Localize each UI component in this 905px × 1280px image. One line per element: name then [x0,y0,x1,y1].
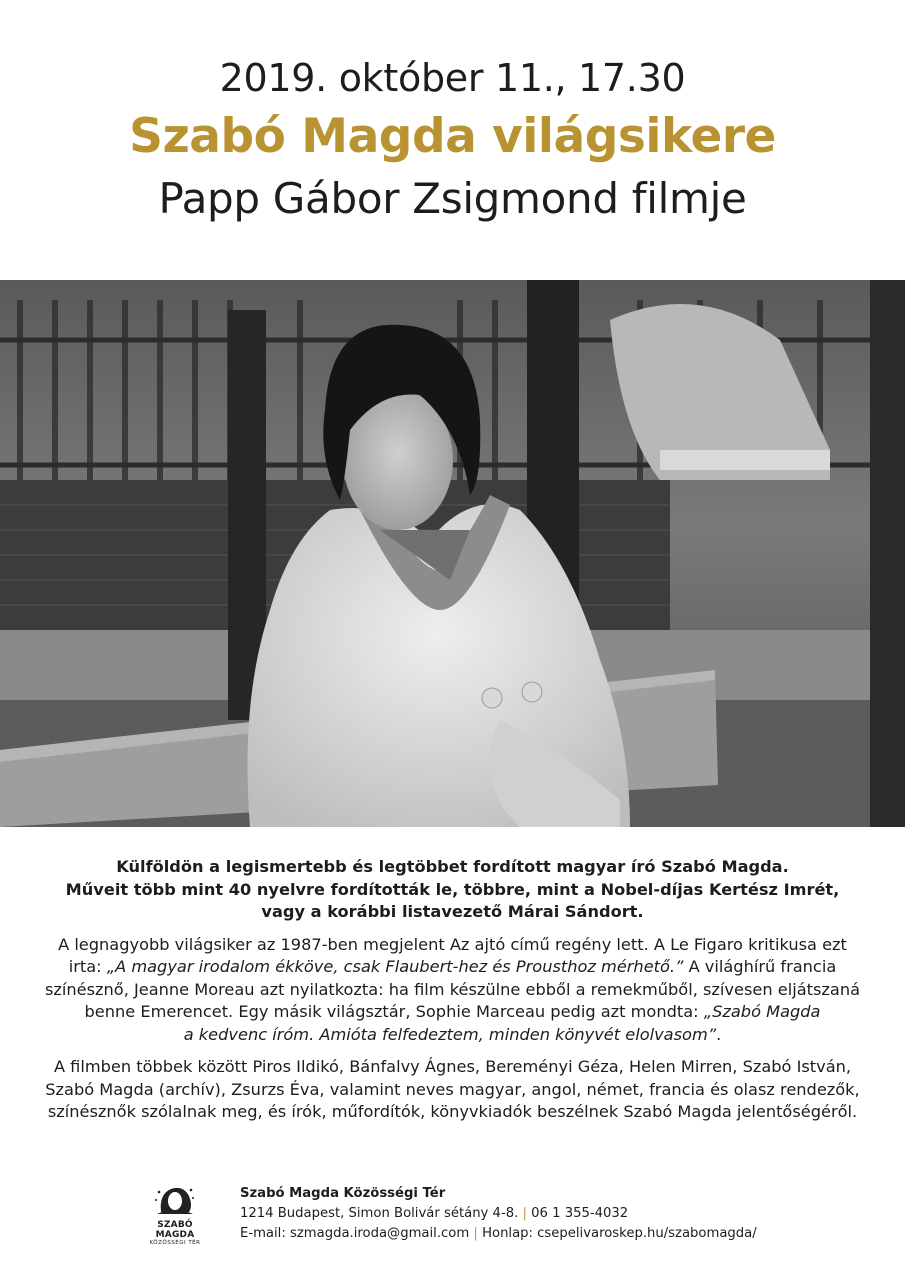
footer [0,1184,905,1254]
separator: | [522,1206,527,1221]
logo-name: SZABÓ MAGDA [155,1220,195,1240]
intro-line: vagy a korábbi listavezető Márai Sándort. [261,902,644,921]
paragraph-reception [30,934,875,1047]
phone: 06 1 355-4032 [531,1206,629,1221]
event-title: Szabó Magda világsikere [129,109,776,164]
separator: | [473,1226,478,1241]
text-line: színésznők szólalnak meg, és írók, műfordítók, könyvkiadók beszélnek Szabó Magda jelentőségéről. [47,1102,858,1121]
website-link[interactable]: Honlap: csepelivaroskep.hu/szabomagda/ [482,1226,757,1241]
address-line [240,1204,757,1224]
logo-subtitle: KÖZÖSSÉGI TÉR [149,1240,201,1246]
text-line: Szabó Magda (archív), Zsurzs Éva, valamint neves magyar, angol, német, francia és olasz rendezők, [45,1079,860,1099]
paragraph-cast [30,1056,875,1124]
description [30,856,875,1134]
org-name: Szabó Magda Közösségi Tér [240,1186,446,1201]
portrait-icon [153,1184,197,1214]
text-line: A legnagyobb világsiker az 1987-ben megjelent Az ajtó című regény lett. A Le Figaro kritikusa ezt [58,934,847,954]
intro-paragraph [30,856,875,924]
event-subtitle: Papp Gábor Zsigmond filmje [158,174,747,223]
intro-line: Külföldön a legismertebb és legtöbbet fordított magyar író Szabó Magda. [116,857,789,876]
quote-marceau: a kedvenc íróm. Amióta felfedeztem, minden könyvét elolvasom” [183,1024,717,1044]
portrait-photo [0,280,905,827]
text-line: benne Emerencet. Egy másik világsztár, Sophie Marceau pedig azt mondta: [84,1002,704,1021]
text-line: A filmben többek között Piros Ildikó, Bánfalvy Ágnes, Bereményi Géza, Helen Mirren, Szabó István, [53,1057,852,1076]
email-link[interactable]: E-mail: szmagda.iroda@gmail.com [240,1226,470,1241]
text-line: irta: [68,957,107,976]
header [0,52,905,228]
organization-logo [140,1184,210,1244]
quote-marceau: „Szabó Magda [703,1002,821,1021]
text-line: A világhírű francia [683,957,837,976]
quote-le-figaro: „A magyar irodalom ékköve, csak Flaubert-hez és Prousthoz mérhető.” [106,957,684,976]
event-date: 2019. október 11., 17.30 [219,56,686,100]
contact-info [240,1184,757,1244]
online-line [240,1224,757,1244]
text-line: . [716,1024,722,1044]
intro-line: Műveit több mint 40 nyelvre fordították le, többre, mint a Nobel-díjas Kertész Imrét, [65,879,840,899]
text-line: színésznő, Jeanne Moreau azt nyilatkozta: ha film készülne ebből a remekműből, szívesen eljátszaná [44,979,861,999]
address: 1214 Budapest, Simon Bolivár sétány 4-8. [240,1206,519,1221]
